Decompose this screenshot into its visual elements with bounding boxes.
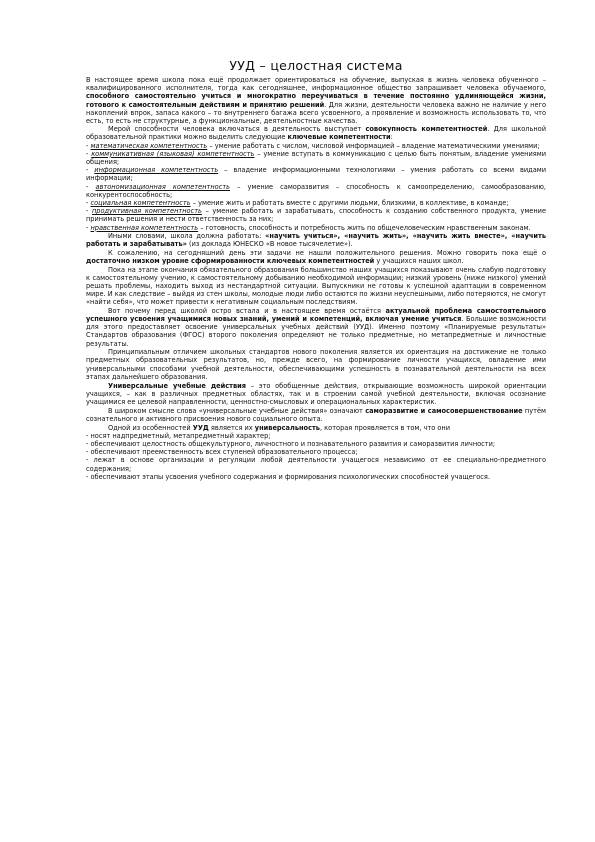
competency-term: продуктивная компетентность	[91, 207, 202, 216]
list-dash: -	[86, 141, 91, 150]
text-run: Иными словами, школа должна раб	[108, 231, 240, 240]
paragraph-problem	[86, 307, 546, 348]
text-run: . Для жизни, деятельности человека важно не наличие у него накоплений впрок, запаса какого – то внутреннего багажа всего усвоенного, а проявление и возможность использовать то, что есть, то есть не структурные, а функциональные, деятельностные качества.	[86, 100, 546, 126]
competency-item	[86, 207, 546, 223]
document-title: УУД – целостная система	[229, 58, 403, 73]
text-run: является их	[208, 423, 255, 432]
paragraph-uud-definition	[86, 382, 546, 407]
competency-term: информационная компетентность	[94, 166, 219, 175]
competency-text: – умение саморазвития – способность к самоопределению, самообразованию, конкурентоспособность;	[86, 182, 546, 199]
text-run: В широком смысле слова «универсальные учебные действия» означают	[108, 406, 366, 415]
bold-run: универсальность	[254, 423, 320, 432]
competency-text: – умение вступать в коммуникацию с целью быть понятым, владение умениями общения;	[86, 149, 546, 167]
competency-item	[86, 150, 546, 166]
competency-item	[86, 166, 546, 182]
bold-run: ключевые компетентности	[287, 133, 391, 142]
text-run: Вот почему перед школой остро встала и в настоящее время остаётся	[108, 306, 386, 315]
text-run: К сожалению, на сегодняшний день эти задачи не нашли положительного решения. Можно говорить пока ещё о	[108, 248, 546, 257]
bold-run: УУД	[192, 423, 209, 432]
competency-term: нравственная компетентность	[90, 223, 199, 232]
paragraph-standards	[86, 348, 546, 381]
competency-text: – владение информационными технологиями – умения работать со всеми видами информации;	[86, 166, 546, 183]
competency-term: коммуникативная (языковая) компетентность	[91, 149, 255, 158]
paragraph-school-tasks	[86, 232, 546, 248]
text-run: Одной из особенностей	[108, 423, 193, 432]
paragraph-current-state	[86, 249, 546, 265]
competency-item	[86, 224, 546, 232]
feature-list	[86, 432, 546, 481]
text-run: – это обобщенные действия, открывающие возможность широкой ориентации учащихся, – как в различных предметных областях, так и в строении самой учебной деятельности, включая осознание учащимися ее целевой направленности, ценностно-смысловых и операциональных характеристик.	[86, 381, 546, 406]
competency-text: – готовность, способность и потребность жить по общечеловеческим нравственным законам.	[198, 223, 531, 232]
bold-run: саморазвитие и самосовершенствование	[365, 406, 523, 415]
text-run: Принципиальным отличием школьных стандартов нового поколения является их ориентация на достижение не только предметных образовательных результатов, но, прежде всего, на формирование личности учащихся, овладение ими универсальными способами учебной деятельности, обеспечивающими успешность в познавательной деятельности на всех этапах дальнейшего образования.	[86, 348, 546, 381]
competency-list	[86, 142, 546, 232]
paragraph-intro	[86, 76, 546, 125]
text-run: (из доклада ЮНЕСКО «В новое тысячелетие»).	[186, 240, 353, 249]
feature-item: - носят надпредметный, метапредметный характер;	[86, 431, 271, 440]
bold-run: актуальной проблема самостоятельного успешного усвоения учащимися новых знаний, умений и компетенций, включая умение учиться	[86, 306, 546, 323]
paragraph-graduates	[86, 266, 546, 307]
text-run: Мерой способности человека включаться в деятельность выступает	[108, 125, 366, 134]
competency-text: – умение работать с числом, числовой информацией – владение математическими умениями;	[207, 141, 540, 150]
text-run: ть:	[251, 231, 266, 240]
list-dash: -	[86, 199, 91, 208]
list-dash: -	[86, 182, 96, 191]
text-run: . Большие возможности для этого предоставляет освоение универсальных учебных действий (УУД). Именно поэтому «Планируемые результаты» Стандартов образования (ФГОС) второго поколения определяют не только предметные, но метапредметные и личностные результаты.	[86, 314, 546, 348]
competency-text: – умение жить и работать вместе с другими людьми, близкими, в коллективе, в команде;	[190, 199, 509, 208]
text-run: . Для школьной образовательной практики можно выделить следующие	[86, 125, 546, 142]
feature-item: - обеспечивают преемственность всех ступеней образовательного процесса;	[86, 448, 358, 457]
text-run: путём сознательного и активного присвоения нового социального опыта.	[86, 406, 546, 423]
competency-term: математическая компетентность	[90, 141, 208, 150]
bold-run: достаточно низком уровне сформированности ключевых компетентностей	[86, 256, 375, 265]
text-run: В настоящее время школа пока ещё продолжает ориентироваться на обучение, выпуская в жизнь человека обученного – квалифицированного исполнителя, тогда как сегодняшнее, информационное общество запрашивает человека обучаемого,	[86, 76, 546, 93]
list-dash: -	[86, 223, 91, 232]
document-page	[86, 58, 546, 481]
list-dash: -	[86, 166, 95, 175]
text-run: у учащихся наших школ.	[374, 256, 464, 265]
text-run: :	[390, 133, 393, 142]
feature-item: - обеспечивают целостность общекультурного, личностного и познавательного развития и саморазвития личности;	[86, 439, 496, 448]
competency-item	[86, 183, 546, 199]
competency-text: – умение работать и зарабатывать, способность к созданию собственного продукта, умение принимать решения и нести ответственность за них;	[86, 207, 547, 224]
competency-term: автономизационная компетентность	[95, 182, 231, 191]
feature-item: - обеспечивают этапы усвоения учебного содержания и формирования психологических способностей учащегося.	[86, 472, 490, 481]
bold-run: Универсальные учебные действия	[108, 381, 246, 390]
text-run: , которая проявляется в том, что они	[319, 423, 451, 432]
text-run: Пока на этапе окончания обязательного образования большинство наших учащихся показывают очень слабую подготовку к самостоятельному учению, к самостоятельному добыванию необходимой информации; низкий уровень (ниже низкого) умений решать проблемы, находить выход из нестандартной ситуации. Выпускники не готовы к успешной адаптации в современном мире. И как следствие – выйдя из стен школы, молодые люди либо остаются по жизни неуспешными, либо потеряются, не смогут «найти себя», что может привести к негативным социальным последствиям.	[86, 265, 546, 307]
text-run: ота	[239, 231, 252, 240]
list-dash: -	[86, 207, 92, 216]
paragraph-broad-sense	[86, 407, 546, 423]
feature-item: - лежат в основе организации и регуляции любой деятельности учащегося независимо от ее специально-предметного содержания;	[86, 456, 546, 473]
bold-run: совокупность компетентностей	[365, 125, 488, 134]
competency-item	[86, 142, 546, 150]
paragraph-universality	[86, 424, 546, 432]
paragraph-competence-measure	[86, 125, 546, 141]
bold-run: способного самостоятельно учиться и многократно переучиваться в течение постоянно удлиняющейся жизни, готового к самостоятельным действиям и принятию решений	[86, 92, 546, 109]
competency-term: социальная компетентность	[90, 199, 191, 208]
document-body	[86, 76, 546, 481]
competency-item	[86, 199, 546, 207]
bold-run: «научить учиться», «научить жить», «научить жить вместе», «научить работать и зарабатывать»	[86, 231, 547, 249]
list-dash: -	[86, 149, 92, 158]
